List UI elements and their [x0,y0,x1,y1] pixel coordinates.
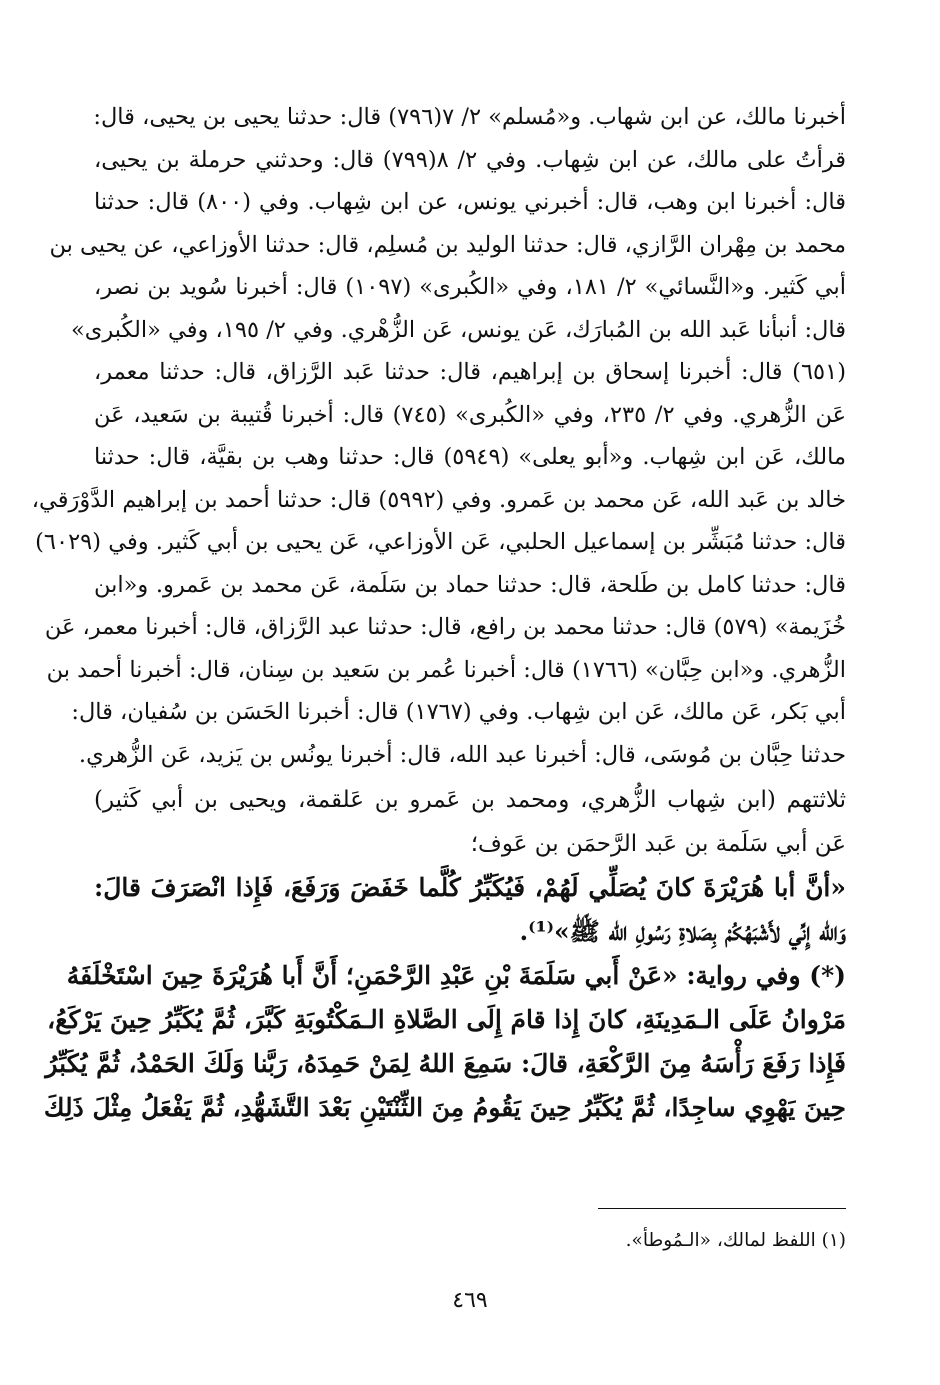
riwaya-text-line: مَرْوانُ عَلَى الـمَدِينَةِ، كانَ إِذا قامَ إِلَى الصَّلاةِ الـمَكْتُوبَةِ كَبَّرَ، ثُمَّ يُكَبِّرُ حِينَ يَرْكَعُ، [47,1005,846,1034]
hadith-text-line: وَالله إِنِّي لأَشْبَهُكُمْ بِصَلاةِ رَسُولِ الله ﷺ»⁽¹⁾. [519,917,846,946]
takhrij-line: مالك، عَن ابن شِهاب. و«أبو يعلى» (٥٩٤٩) قال: حدثنا وهب بن بقيَّة، قال: حدثنا [94,444,846,470]
takhrij-line: أخبرنا مالك، عن ابن شهاب. و«مُسلم» ٢/ ٧(٧٩٦) قال: حدثنا يحيى بن يحيى، قال: [93,104,846,130]
takhrij-line: خالد بن عَبد الله، عَن محمد بن عَمرو. وفي (٥٩٩٢) قال: حدثنا أحمد بن إبراهيم الدَّوْرَقي، [31,486,846,513]
takhrij-line: عَن الزُّهري. وفي ٢/ ٢٣٥، وفي «الكُبرى» (٧٤٥) قال: أخبرنا قُتيبة بن سَعيد، عَن [94,401,846,428]
riwaya-text-line: فَإِذا رَفَعَ رَأْسَهُ مِنَ الرَّكْعَةِ، قالَ: سَمِعَ اللهُ لِمَنْ حَمِدَهُ، رَبَّنا وَلَكَ الحَمْدُ، ثُمَّ يُكَبِّرُ [45,1049,846,1078]
takhrij-line: حدثنا حِبَّان بن مُوسَى، قال: أخبرنا عبد الله، قال: أخبرنا يونُس بن يَزيد، عَن الزُّهري. [78,741,846,768]
riwaya-text-line: (*) وفي رواية: «عَنْ أَبي سَلَمَةَ بْنِ عَبْدِ الرَّحْمَنِ؛ أَنَّ أَبا هُرَيْرَةَ حِينَ اسْتَخْلَفَهُ [66,961,846,990]
takhrij-line: (٦٥١) قال: أخبرنا إسحاق بن إبراهيم، قال: حدثنا عَبد الرَّزاق، قال: حدثنا معمر، [94,359,846,385]
takhrij-line: قرأتُ على مالك، عن ابن شِهاب. وفي ٢/ ٨(٧٩٩) قال: وحدثني حرملة بن يحيى، [94,146,847,173]
main-text-block [31,96,847,1130]
narrators-line: عَن أبي سَلَمة بن عَبد الرَّحمَن بن عَوف؛ [470,831,846,857]
takhrij-line: محمد بن مِهْران الرَّازي، قال: حدثنا الوليد بن مُسلِم، قال: حدثنا الأوزاعي، عن يحيى بن [49,231,846,258]
hadith-block [43,778,846,1130]
takhrij-line: قال: حدثنا كامل بن طَلحة، قال: حدثنا حماد بن سَلَمة، عَن محمد بن عَمرو. و«ابن [94,571,846,598]
takhrij-line: قال: حدثنا مُبَشِّر بن إسماعيل الحلبي، عَن الأوزاعي، عَن يحيى بن أبي كَثير. وفي (٦٠٢٩) [35,529,846,555]
narrators-line: ثلاثتهم (ابن شِهاب الزُّهري، ومحمد بن عَمرو بن عَلقمة، ويحيى بن أبي كَثير) [94,787,846,813]
takhrij-line: قال: أنبأنا عَبد الله بن المُبارَك، عَن يونس، عَن الزُّهْري. وفي ٢/ ١٩٥، وفي «الكُبرى» [70,316,846,343]
takhrij-line: قال: أخبرنا ابن وهب، قال: أخبرني يونس، عن ابن شِهاب. وفي (٨٠٠) قال: حدثنا [94,189,846,215]
footnote: (١) اللفظ لمالك، «الـمُوطأ». [625,1230,846,1251]
takhrij-line: الزُّهري. و«ابن حِبَّان» (١٧٦٦) قال: أخبرنا عُمر بن سَعيد بن سِنان، قال: أخبرنا أحمد بن [46,656,846,683]
hadith-text-line: «أنَّ أبا هُرَيْرَةَ كانَ يُصَلِّي لَهُمْ، فَيُكَبِّرُ كُلَّما خَفَضَ وَرَفَعَ، فَإِذا انْصَرَفَ قالَ: [94,873,846,902]
riwaya-text-line: حِينَ يَهْوِي ساجِدًا، ثُمَّ يُكَبِّرُ حِينَ يَقُومُ مِنَ الثِّنْتَيْنِ بَعْدَ التَّشَهُّدِ، ثُمَّ يَفْعَلُ مِثْلَ ذَلِكَ [43,1093,846,1122]
takhrij-line: أبي بَكر، عَن مالك، عَن ابن شِهاب. وفي (١٧٦٧) قال: أخبرنا الحَسَن بن سُفيان، قال: [71,699,846,725]
page-number: ٤٦٩ [452,1288,488,1313]
footnote-divider [598,1208,846,1209]
takhrij-line: أبي كَثير. و«النَّسائي» ٢/ ١٨١، وفي «الكُبرى» (١٠٩٧) قال: أخبرنا سُويد بن نصر، [94,274,846,300]
takhrij-line: خُزَيمة» (٥٧٩) قال: حدثنا محمد بن رافع، قال: حدثنا عبد الرَّزاق، قال: أخبرنا معمر، عَن [44,614,846,640]
